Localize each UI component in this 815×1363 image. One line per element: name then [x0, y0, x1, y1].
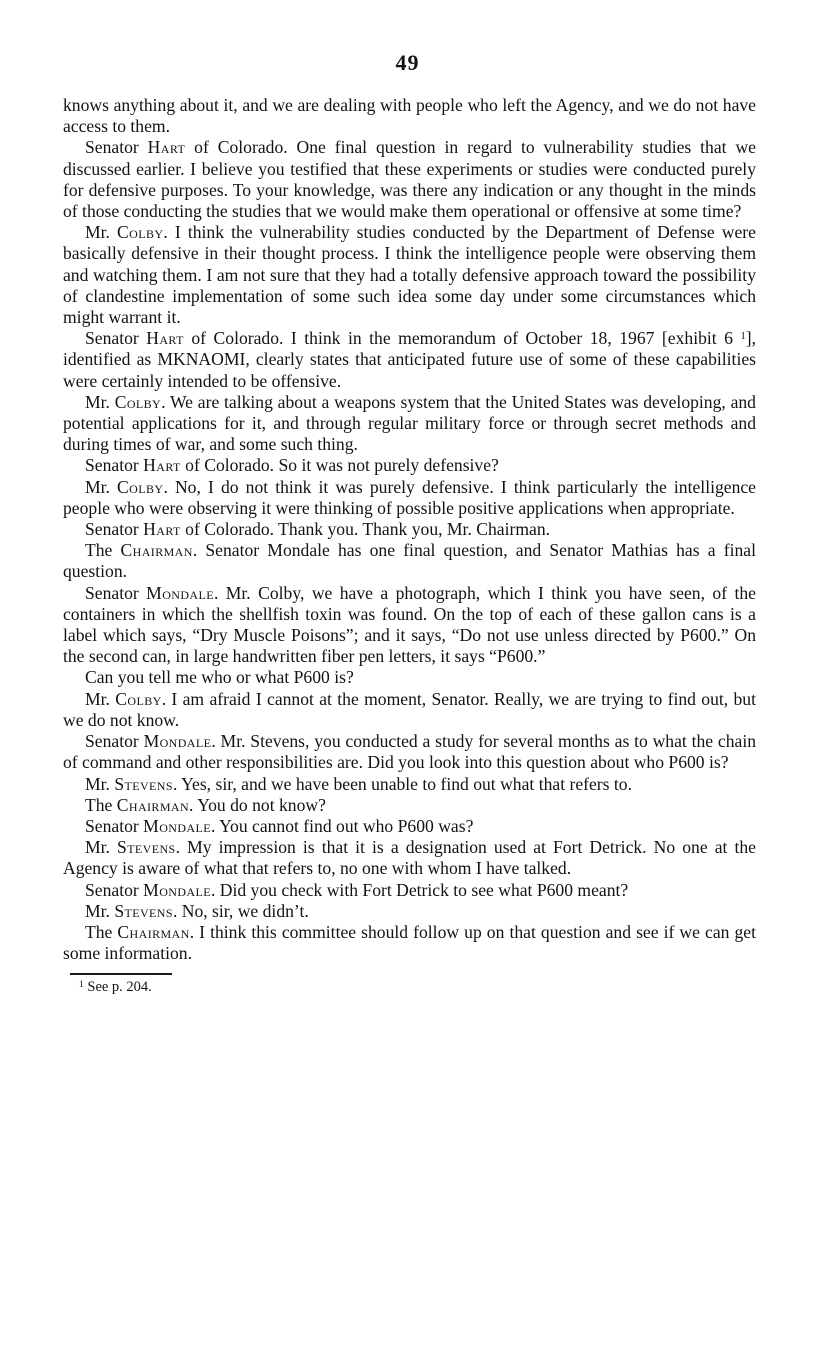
- text-segment: Mr.: [85, 900, 115, 921]
- text-segment: . No, sir, we didn’t.: [172, 900, 309, 921]
- text-segment: . Mr. Stevens, you conducted a study for several months as to what the chain of command and other responsibilities are. Did you look into this question about who P600 is?: [63, 731, 756, 773]
- text-segment: of Colorado. So it was not purely defensive?: [180, 455, 499, 476]
- paragraph: [63, 137, 756, 222]
- footnote: [79, 979, 815, 996]
- speaker-name: Hart: [147, 137, 186, 158]
- text-segment: . I am afraid I cannot at the moment, Senator. Really, we are trying to find out, but we do not know.: [63, 688, 756, 730]
- text-segment: Can you tell me who or what P600 is?: [85, 667, 354, 688]
- text-segment: The: [85, 540, 121, 561]
- text-segment: Mr.: [85, 837, 118, 858]
- text-segment: of Colorado. Thank you. Thank you, Mr. Chairman.: [180, 519, 551, 540]
- paragraph: [63, 774, 756, 795]
- text-segment: Senator: [85, 455, 144, 476]
- text-segment: Senator: [85, 137, 148, 158]
- speaker-name: Chairman: [116, 794, 190, 815]
- text-segment: . Yes, sir, and we have been unable to find out what that refers to.: [172, 773, 632, 794]
- paragraph: [63, 519, 756, 540]
- paragraph: [63, 222, 756, 328]
- paragraph: [63, 667, 756, 688]
- paragraph: [63, 328, 756, 392]
- paragraph: [63, 689, 756, 731]
- text-segment: Mr.: [85, 476, 118, 497]
- text-segment: . Mr. Colby, we have a photograph, which I think you have seen, of the containers in which the shellfish toxin was found. On the top of each of these gallon cans is a label which says, “Dry Muscle Poisons”; and it says, “Do not use unless directed by P600.” On the second can, in large handwritten fiber pen letters, it says “P600.”: [63, 582, 756, 667]
- text-segment: . No, I do not think it was purely defensive. I think particularly the intelligence people who were observing it were thinking of possible positive applications when appropriate.: [63, 476, 756, 518]
- paragraph: [63, 795, 756, 816]
- speaker-name: Colby: [114, 391, 162, 412]
- text-segment: Senator: [85, 519, 144, 540]
- text-segment: . Did you check with Fort Detrick to see what P600 meant?: [210, 879, 629, 900]
- speaker-name: Mondale: [143, 815, 211, 836]
- page-body: [63, 95, 756, 964]
- text-segment: Senator: [85, 731, 144, 752]
- text-segment: Mr.: [85, 773, 115, 794]
- text-segment: Senator: [85, 879, 144, 900]
- paragraph: [63, 540, 756, 582]
- paragraph: [63, 583, 756, 668]
- speaker-name: Chairman: [120, 540, 193, 561]
- text-segment: . We are talking about a weapons system that the United States was developing, and potential applications for it, and through regular military force or through secret methods and during times of war, and some such thing.: [63, 391, 756, 455]
- text-segment: The: [85, 794, 117, 815]
- footnote-divider: [70, 973, 172, 975]
- speaker-name: Stevens: [114, 773, 173, 794]
- speaker-name: Colby: [115, 688, 162, 709]
- paragraph: [63, 477, 756, 519]
- text-segment: . I think the vulnerability studies conducted by the Department of Defense were basically defensive in their thought process. I think the intelligence people were observing them and watching them. I am not sure that they had a totally defensive approach toward the possibility of clandestine implementation of some such idea some day under some circumstances which might warrant it.: [63, 222, 756, 328]
- text-segment: . Senator Mondale has one final question, and Senator Mathias has a final question.: [63, 540, 756, 582]
- page-number: 49: [395, 50, 420, 75]
- paragraph: [63, 95, 756, 137]
- text-segment: . My impression is that it is a designation used at Fort Detrick. No one at the Agency is aware of what that refers to, no one with whom I have talked.: [63, 837, 756, 879]
- speaker-name: Colby: [117, 476, 164, 497]
- text-segment: knows anything about it, and we are dealing with people who left the Agency, and we do not have access to them.: [63, 95, 756, 137]
- text-segment: Senator: [85, 328, 147, 349]
- text-segment: The: [85, 921, 118, 942]
- paragraph: [63, 816, 756, 837]
- text-segment: Mr.: [85, 391, 115, 412]
- footnote-marker: 1: [79, 980, 84, 991]
- speaker-name: Chairman: [117, 921, 190, 942]
- footnote-text: See p. 204.: [83, 979, 152, 996]
- text-segment: of Colorado. One final question in regard to vulnerability studies that we discussed earlier. I believe you testified that these experiments or studies were conducted purely for defensive purposes. To your knowledge, was there any indication or any thought in the minds of those conducting the studies that we would make them operational or offensive at some time?: [63, 137, 756, 222]
- speaker-name: Mondale: [143, 879, 211, 900]
- speaker-name: Mondale: [143, 731, 212, 752]
- text-segment: Senator: [85, 815, 144, 836]
- text-segment: . You cannot find out who P600 was?: [210, 815, 474, 836]
- speaker-name: Stevens: [114, 900, 173, 921]
- paragraph: [63, 901, 756, 922]
- text-segment: of Colorado. I think in the memorandum of October 18, 1967 [exhibit 6: [183, 328, 741, 349]
- paragraph: [63, 455, 756, 476]
- paragraph: [63, 392, 756, 456]
- speaker-name: Stevens: [117, 837, 176, 858]
- footnote-reference: 1: [740, 331, 746, 343]
- paragraph: [63, 837, 756, 879]
- paragraph: [63, 731, 756, 773]
- text-segment: ], identified as MKNAOMI, clearly states that anticipated future use of some of these capabilities were certainly intended to be offensive.: [63, 328, 756, 391]
- speaker-name: Hart: [143, 519, 181, 540]
- speaker-name: Colby: [117, 222, 164, 243]
- speaker-name: Hart: [146, 328, 184, 349]
- text-segment: Senator: [85, 582, 147, 603]
- text-segment: . You do not know?: [189, 794, 326, 815]
- speaker-name: Hart: [143, 455, 181, 476]
- speaker-name: Mondale: [146, 582, 214, 603]
- text-segment: Mr.: [85, 222, 118, 243]
- paragraph: [63, 880, 756, 901]
- paragraph: [63, 922, 756, 964]
- text-segment: . I think this committee should follow up on that question and see if we can get some information.: [63, 921, 756, 964]
- text-segment: Mr.: [85, 688, 116, 709]
